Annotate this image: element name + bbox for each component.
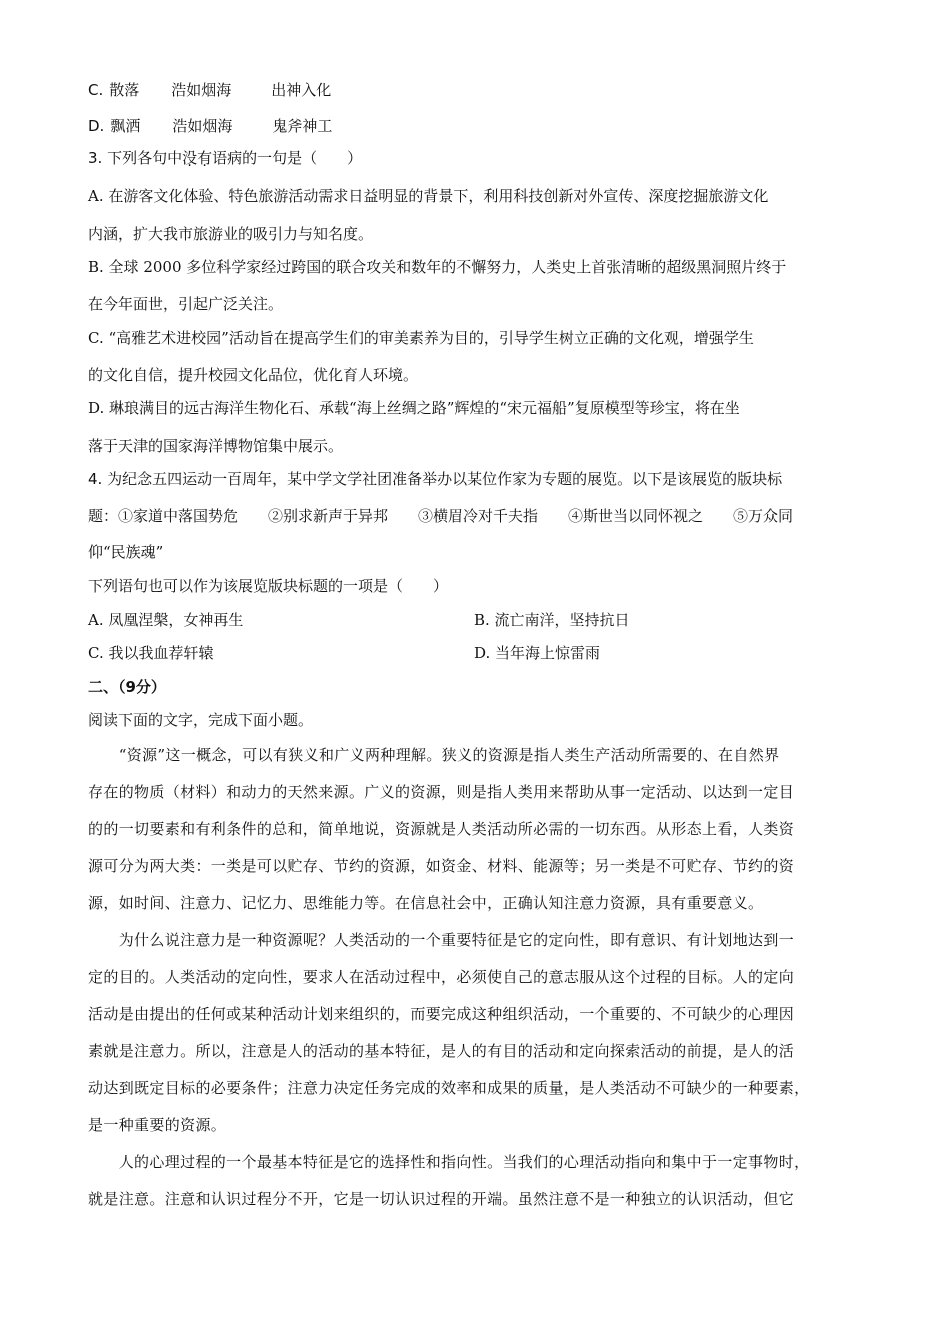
section-heading: 二、（9分） — [88, 678, 166, 696]
passage-line: 为什么说注意力是一种资源呢？人类活动的一个重要特征是它的定向性，即有意识、有计划地达到一 — [88, 931, 795, 949]
q3-option-c-line2: 的文化自信，提升校园文化品位，优化育人环境。 — [88, 366, 419, 384]
q3-option-d-line2: 落于天津的国家海洋博物馆集中展示。 — [88, 437, 344, 455]
q4-stem-line2: 题：①家道中落国势危 ②别求新声于异邦 ③横眉冷对千夫指 ④斯世当以同怀视之 ⑤万众同 — [88, 507, 794, 525]
reading-instruction: 阅读下面的文字，完成下面小题。 — [88, 711, 314, 729]
passage-line: 动达到既定目标的必要条件；注意力决定任务完成的效率和成果的质量，是人类活动不可缺少的一种要素， — [88, 1079, 810, 1097]
q4-stem-line3: 仰“民族魂” — [88, 543, 164, 561]
q3-stem-suffix: 语病的一句是（ ） — [212, 149, 363, 167]
q3-emphasis-char-1: 没 — [182, 149, 198, 167]
q4-option-c: C. 我以我血荐轩辕 — [88, 644, 214, 662]
q2-option-c-word1: 散落 — [109, 81, 140, 99]
q2-option-d-label: D. — [88, 117, 105, 135]
q3-option-a-line2: 内涵，扩大我市旅游业的吸引力与知名度。 — [88, 225, 374, 243]
q3-option-b-line2: 在今年面世，引起广泛关注。 — [88, 295, 284, 313]
q3-option-a-line1: A. 在游客文化体验、特色旅游活动需求日益明显的背景下，利用科技创新对外宣传、深度挖掘旅游文化 — [88, 187, 769, 205]
q2-option-d-word1: 飘洒 — [110, 117, 141, 135]
passage-line: 人的心理过程的一个最基本特征是它的选择性和指向性。当我们的心理活动指向和集中于一定事物时， — [88, 1153, 810, 1171]
passage-line: 是一种重要的资源。 — [88, 1116, 227, 1134]
passage-line: 存在的物质（材料）和动力的天然来源。广义的资源，则是指人类用来帮助从事一定活动、以达到一定目 — [88, 783, 795, 801]
passage-line: 定的目的。人类活动的定向性，要求人在活动过程中，必须使自己的意志服从这个过程的目标。人的定向 — [88, 968, 795, 986]
q2-option-c-word3: 出神入化 — [271, 81, 332, 99]
q3-stem — [88, 148, 362, 168]
q2-option-c-label: C. — [88, 81, 104, 99]
q3-option-b-line1: B. 全球 2000 多位科学家经过跨国的联合攻关和数年的不懈努力，人类史上首张清晰的超级黑洞照片终于 — [88, 258, 787, 276]
q3-emphasis-char-2: 有 — [197, 149, 213, 167]
passage-line: 活动是由提出的任何或某种活动计划来组织的，而要完成这种组织活动，一个重要的、不可缺少的心理因 — [88, 1005, 795, 1023]
passage-line: 源可分为两大类：一类是可以贮存、节约的资源，如资金、材料、能源等；另一类是不可贮存、节约的资 — [88, 857, 795, 875]
passage-line: 就是注意。注意和认识过程分不开，它是一切认识过程的开端。虽然注意不是一种独立的认识活动，但它 — [88, 1190, 795, 1208]
passage-line: 源，如时间、注意力、记忆力、思维能力等。在信息社会中，正确认知注意力资源，具有重要意义。 — [88, 894, 764, 912]
passage-line: 素就是注意力。所以，注意是人的活动的基本特征，是人的有目的活动和定向探索活动的前提，是人的活 — [88, 1042, 795, 1060]
q2-option-c-word2: 浩如烟海 — [171, 81, 232, 99]
q4-question: 下列语句也可以作为该展览版块标题的一项是（ ） — [88, 577, 449, 595]
q4-option-a: A. 凤凰涅槃，女神再生 — [88, 611, 244, 629]
q3-stem-prefix: 3. 下列各句中 — [88, 149, 183, 167]
q2-option-c — [88, 80, 331, 100]
q4-option-b: B. 流亡南洋，坚持抗日 — [474, 611, 630, 629]
q3-option-d-line1: D. 琳琅满目的远古海洋生物化石、承载“海上丝绸之路”辉煌的“宋元福船”复原模型等珍宝，将在坐 — [88, 399, 740, 417]
passage-line: “资源”这一概念，可以有狭义和广义两种理解。狭义的资源是指人类生产活动所需要的、在自然界 — [88, 746, 780, 764]
q4-option-d: D. 当年海上惊雷雨 — [474, 644, 601, 662]
passage-line: 的的一切要素和有利条件的总和，简单地说，资源就是人类活动所必需的一切东西。从形态上看，人类资 — [88, 820, 795, 838]
q2-option-d — [88, 116, 332, 136]
q3-option-c-line1: C. “高雅艺术进校园”活动旨在提高学生们的审美素养为目的，引导学生树立正确的文化观，增强学生 — [88, 329, 754, 347]
q2-option-d-word3: 鬼斧神工 — [272, 117, 333, 135]
q2-option-d-word2: 浩如烟海 — [172, 117, 233, 135]
q4-stem-line1: 4. 为纪念五四运动一百周年，某中学文学社团准备举办以某位作家为专题的展览。以下是该展览的版块标 — [88, 470, 783, 488]
